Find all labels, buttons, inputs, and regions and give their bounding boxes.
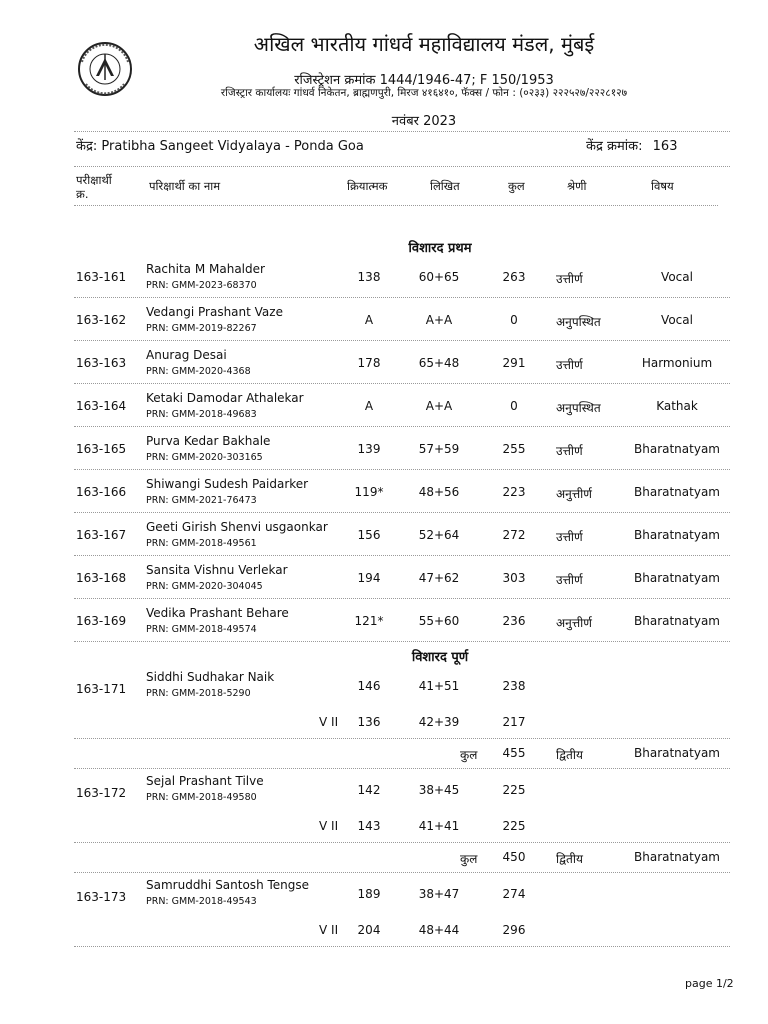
practical-marks: 143: [357, 819, 381, 833]
subject: Bharatnatyam: [634, 485, 720, 499]
written-marks: 55+60: [418, 614, 460, 628]
candidate-prn: PRN: GMM-2018-49561: [146, 538, 257, 549]
written-marks: 47+62: [418, 571, 460, 585]
row-divider: [74, 426, 730, 427]
candidate-name: Sansita Vishnu Verlekar: [146, 563, 288, 577]
row-divider: [74, 469, 730, 470]
total-marks: 272: [502, 528, 526, 542]
subject: Harmonium: [641, 356, 713, 370]
exam-date: नवंबर 2023: [391, 114, 457, 129]
seat-number: 163-173: [76, 890, 127, 904]
written-marks: 41+41: [418, 819, 460, 833]
col-written: लिखित: [430, 179, 460, 193]
written-marks: 48+44: [418, 923, 460, 937]
grade: द्वितीय: [556, 852, 583, 866]
candidate-prn: PRN: GMM-2020-4368: [146, 366, 251, 377]
row-divider: [74, 946, 730, 947]
grade: द्वितीय: [556, 748, 583, 762]
col-total: कुल: [508, 179, 525, 193]
total-marks: 296: [502, 923, 526, 937]
grade: उत्तीर्ण: [556, 358, 583, 372]
total-marks: 217: [502, 715, 526, 729]
grand-total: 455: [502, 746, 526, 760]
page-number: page 1/2: [685, 977, 734, 990]
row-divider: [74, 738, 730, 739]
grade: अनुत्तीर्ण: [556, 616, 592, 630]
candidate-name: Anurag Desai: [146, 348, 227, 362]
total-marks: 255: [502, 442, 526, 456]
seat-number: 163-172: [76, 786, 127, 800]
total-marks: 274: [502, 887, 526, 901]
row-divider: [74, 598, 730, 599]
subject: Kathak: [656, 399, 698, 413]
practical-marks: 156: [357, 528, 381, 542]
seat-number: 163-161: [76, 270, 127, 284]
grade: उत्तीर्ण: [556, 272, 583, 286]
total-marks: 225: [502, 783, 526, 797]
row-divider: [74, 768, 730, 769]
subject: Vocal: [661, 313, 693, 327]
candidate-prn: PRN: GMM-2018-49580: [146, 792, 257, 803]
practical-marks: 142: [357, 783, 381, 797]
candidate-name: Shiwangi Sudesh Paidarker: [146, 477, 309, 491]
written-marks: 52+64: [418, 528, 460, 542]
centre-number-label: केंद्र क्रमांक:: [586, 139, 643, 154]
candidate-prn: PRN: GMM-2021-76473: [146, 495, 257, 506]
written-marks: 57+59: [418, 442, 460, 456]
practical-marks: 139: [357, 442, 381, 456]
candidate-prn: PRN: GMM-2019-82267: [146, 323, 257, 334]
practical-marks: 136: [357, 715, 381, 729]
centre-number: 163: [652, 139, 678, 154]
row-divider: [74, 641, 730, 642]
total-marks: 236: [502, 614, 526, 628]
practical-marks: A: [364, 313, 374, 327]
written-marks: 38+47: [418, 887, 460, 901]
section-title: विशारद प्रथम: [408, 241, 472, 256]
total-marks: 303: [502, 571, 526, 585]
candidate-prn: PRN: GMM-2023-68370: [146, 280, 257, 291]
grade: उत्तीर्ण: [556, 444, 583, 458]
practical-marks: 121*: [354, 614, 384, 628]
grand-total-label: कुल: [460, 852, 478, 866]
practical-marks: 138: [357, 270, 381, 284]
practical-marks: 146: [357, 679, 381, 693]
practical-marks: 189: [357, 887, 381, 901]
row-divider: [74, 555, 730, 556]
candidate-name: Vedangi Prashant Vaze: [146, 305, 283, 319]
seat-number: 163-164: [76, 399, 127, 413]
candidate-name: Rachita M Mahalder: [146, 262, 265, 276]
candidate-prn: PRN: GMM-2018-49683: [146, 409, 257, 420]
col-name: परिक्षार्थी का नाम: [149, 179, 221, 193]
centre-number-info: [586, 136, 677, 154]
total-marks: 0: [510, 313, 518, 327]
candidate-name: Ketaki Damodar Athalekar: [146, 391, 304, 405]
total-marks: 223: [502, 485, 526, 499]
grand-total-label: कुल: [460, 748, 478, 762]
candidate-prn: PRN: GMM-2018-49543: [146, 896, 257, 907]
col-seat-line1: परीक्षार्थी: [76, 173, 112, 187]
row-divider: [74, 383, 730, 384]
seat-number: 163-166: [76, 485, 127, 499]
candidate-name: Purva Kedar Bakhale: [146, 434, 271, 448]
practical-marks: 204: [357, 923, 381, 937]
candidate-prn: PRN: GMM-2018-5290: [146, 688, 251, 699]
candidate-name: Geeti Girish Shenvi usgaonkar: [146, 520, 328, 534]
centre-label: केंद्र:: [76, 139, 98, 154]
total-marks: 291: [502, 356, 526, 370]
grade: उत्तीर्ण: [556, 530, 583, 544]
written-marks: 65+48: [418, 356, 460, 370]
subject: Vocal: [661, 270, 693, 284]
subject: Bharatnatyam: [634, 850, 720, 864]
candidate-prn: PRN: GMM-2020-304045: [146, 581, 263, 592]
subject: Bharatnatyam: [634, 528, 720, 542]
candidate-prn: PRN: GMM-2018-49574: [146, 624, 257, 635]
centre-name: Pratibha Sangeet Vidyalaya - Ponda Goa: [101, 139, 364, 154]
total-marks: 0: [510, 399, 518, 413]
subject: Bharatnatyam: [634, 614, 720, 628]
row-divider: [74, 297, 730, 298]
written-marks: 41+51: [418, 679, 460, 693]
written-marks: 60+65: [418, 270, 460, 284]
written-marks: A+A: [425, 399, 453, 413]
registrar-address: रजिस्ट्रार कार्यालयः गांधर्व निकेतन, ब्राह्मणपुरी, मिरज ४१६४१०, फॅक्स / फोन : (०२३३) २२२५२७/२२२८१२७: [220, 87, 628, 99]
candidate-name: Samruddhi Santosh Tengse: [146, 878, 310, 892]
row-divider: [74, 340, 730, 341]
candidate-prn: PRN: GMM-2020-303165: [146, 452, 263, 463]
practical-marks: 119*: [354, 485, 384, 499]
written-marks: 42+39: [418, 715, 460, 729]
row-divider: [74, 512, 730, 513]
institution-title: अखिल भारतीय गांधर्व महाविद्यालय मंडल, मुंबई: [253, 32, 595, 56]
col-subject: विषय: [651, 179, 674, 193]
grade: अनुपस्थित: [556, 315, 601, 329]
part-two-label: V II: [319, 923, 339, 937]
total-marks: 225: [502, 819, 526, 833]
total-marks: 263: [502, 270, 526, 284]
seat-number: 163-165: [76, 442, 127, 456]
registration-number: रजिस्ट्रेशन क्रमांक 1444/1946-47; F 150/1953: [294, 73, 554, 88]
written-marks: A+A: [425, 313, 453, 327]
mandal-seal-logo: [68, 40, 142, 98]
subject: Bharatnatyam: [634, 442, 720, 456]
practical-marks: A: [364, 399, 374, 413]
grade: अनुत्तीर्ण: [556, 487, 592, 501]
divider: [74, 205, 718, 206]
written-marks: 48+56: [418, 485, 460, 499]
section-title: विशारद पूर्ण: [411, 650, 469, 665]
seat-number: 163-162: [76, 313, 127, 327]
divider: [74, 131, 730, 132]
grade: अनुपस्थित: [556, 401, 601, 415]
seat-number: 163-168: [76, 571, 127, 585]
practical-marks: 194: [357, 571, 381, 585]
total-marks: 238: [502, 679, 526, 693]
seat-number: 163-171: [76, 682, 127, 696]
seat-number: 163-169: [76, 614, 127, 628]
part-two-label: V II: [319, 715, 339, 729]
centre-info: [76, 136, 364, 154]
grade: उत्तीर्ण: [556, 573, 583, 587]
candidate-name: Siddhi Sudhakar Naik: [146, 670, 275, 684]
written-marks: 38+45: [418, 783, 460, 797]
practical-marks: 178: [357, 356, 381, 370]
part-two-label: V II: [319, 819, 339, 833]
seat-number: 163-163: [76, 356, 127, 370]
candidate-name: Vedika Prashant Behare: [146, 606, 289, 620]
row-divider: [74, 842, 730, 843]
grand-total: 450: [502, 850, 526, 864]
col-seat-line2: क्र.: [76, 187, 89, 201]
subject: Bharatnatyam: [634, 571, 720, 585]
subject: Bharatnatyam: [634, 746, 720, 760]
seat-number: 163-167: [76, 528, 127, 542]
row-divider: [74, 872, 730, 873]
col-grade: श्रेणी: [567, 179, 587, 193]
col-practical: क्रियात्मक: [347, 179, 388, 193]
candidate-name: Sejal Prashant Tilve: [146, 774, 264, 788]
divider: [74, 166, 730, 167]
